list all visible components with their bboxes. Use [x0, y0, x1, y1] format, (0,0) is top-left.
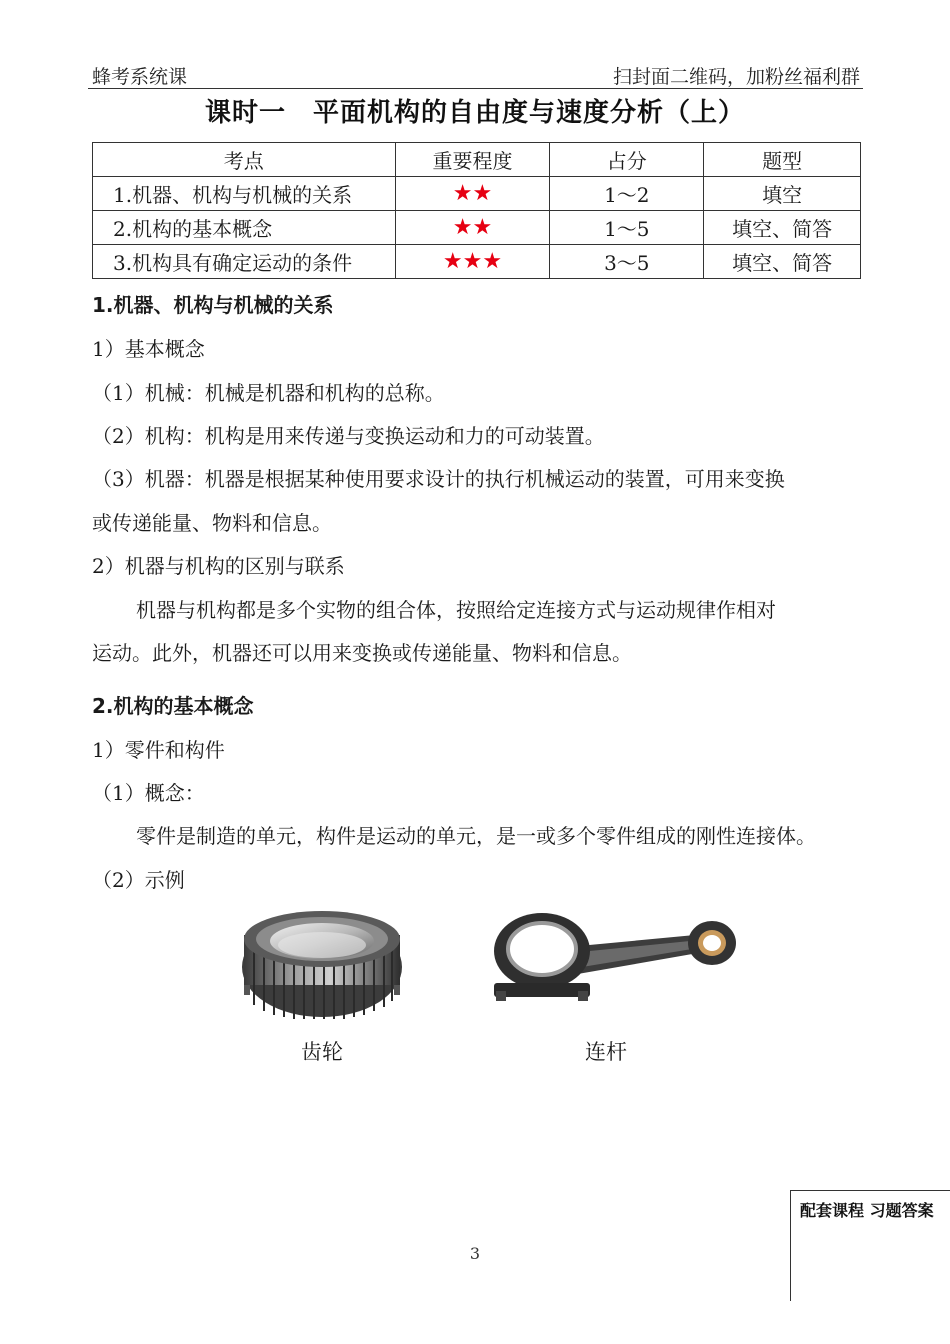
paragraph-line: 零件是制造的单元，构件是运动的单元，是一或多个零件组成的刚性连接体。	[136, 824, 816, 848]
score-cell: 1～2	[550, 177, 704, 211]
star-rating: ★★★	[442, 249, 503, 274]
gear-image	[240, 905, 405, 1025]
importance-cell	[395, 245, 550, 279]
topic-cell: 1.机器、机构与机械的关系	[93, 177, 396, 211]
page-title: 课时一 平面机构的自由度与速度分析（上）	[204, 98, 745, 128]
paragraph-line: 机器与机构都是多个实物的组合体，按照给定连接方式与运动规律作相对	[136, 598, 776, 622]
star-rating: ★★	[452, 215, 493, 240]
type-cell: 填空、简答	[704, 211, 861, 245]
side-label[interactable]: 配套课程 习题答案	[800, 1201, 934, 1220]
topic-cell: 2.机构的基本概念	[93, 211, 396, 245]
connecting-rod-image	[490, 905, 740, 1015]
star-rating: ★★	[452, 181, 493, 206]
header-left-text: 蜂考系统课	[92, 66, 188, 88]
subheading: 1）基本概念	[92, 337, 205, 361]
paragraph-line: （2）示例	[92, 868, 185, 892]
table-row	[93, 245, 861, 279]
table-row	[93, 177, 861, 211]
subheading: 2）机器与机构的区别与联系	[92, 554, 345, 578]
header-right-text: 扫封面二维码，加粉丝福利群	[612, 66, 860, 88]
importance-cell	[395, 211, 550, 245]
table-header-row	[93, 143, 861, 177]
table-header-cell: 题型	[704, 143, 861, 177]
paragraph-line: （1）概念：	[92, 781, 205, 805]
paragraph-line: （1）机械：机械是机器和机构的总称。	[92, 381, 445, 405]
paragraph-line: 或传递能量、物料和信息。	[92, 511, 332, 535]
header-divider	[88, 88, 863, 89]
table-header-cell: 占分	[550, 143, 704, 177]
paragraph-line: （3）机器：机器是根据某种使用要求设计的执行机械运动的装置，可用来变换	[92, 467, 785, 491]
table-row	[93, 211, 861, 245]
section-heading: 2.机构的基本概念	[92, 694, 254, 718]
importance-cell	[395, 177, 550, 211]
paragraph-line: 运动。此外，机器还可以用来变换或传递能量、物料和信息。	[92, 641, 632, 665]
type-cell: 填空、简答	[704, 245, 861, 279]
page-number: 3	[469, 1244, 481, 1263]
table-header-cell: 重要程度	[395, 143, 550, 177]
paragraph-line: （2）机构：机构是用来传递与变换运动和力的可动装置。	[92, 424, 605, 448]
key-points-table	[92, 142, 861, 279]
score-cell: 1～5	[550, 211, 704, 245]
gear-caption: 齿轮	[301, 1040, 343, 1064]
subheading: 1）零件和构件	[92, 738, 225, 762]
connecting-rod-caption: 连杆	[585, 1040, 627, 1064]
section-heading: 1.机器、机构与机械的关系	[92, 293, 334, 317]
topic-cell: 3.机构具有确定运动的条件	[93, 245, 396, 279]
type-cell: 填空	[704, 177, 861, 211]
table-header-cell: 考点	[93, 143, 396, 177]
score-cell: 3～5	[550, 245, 704, 279]
